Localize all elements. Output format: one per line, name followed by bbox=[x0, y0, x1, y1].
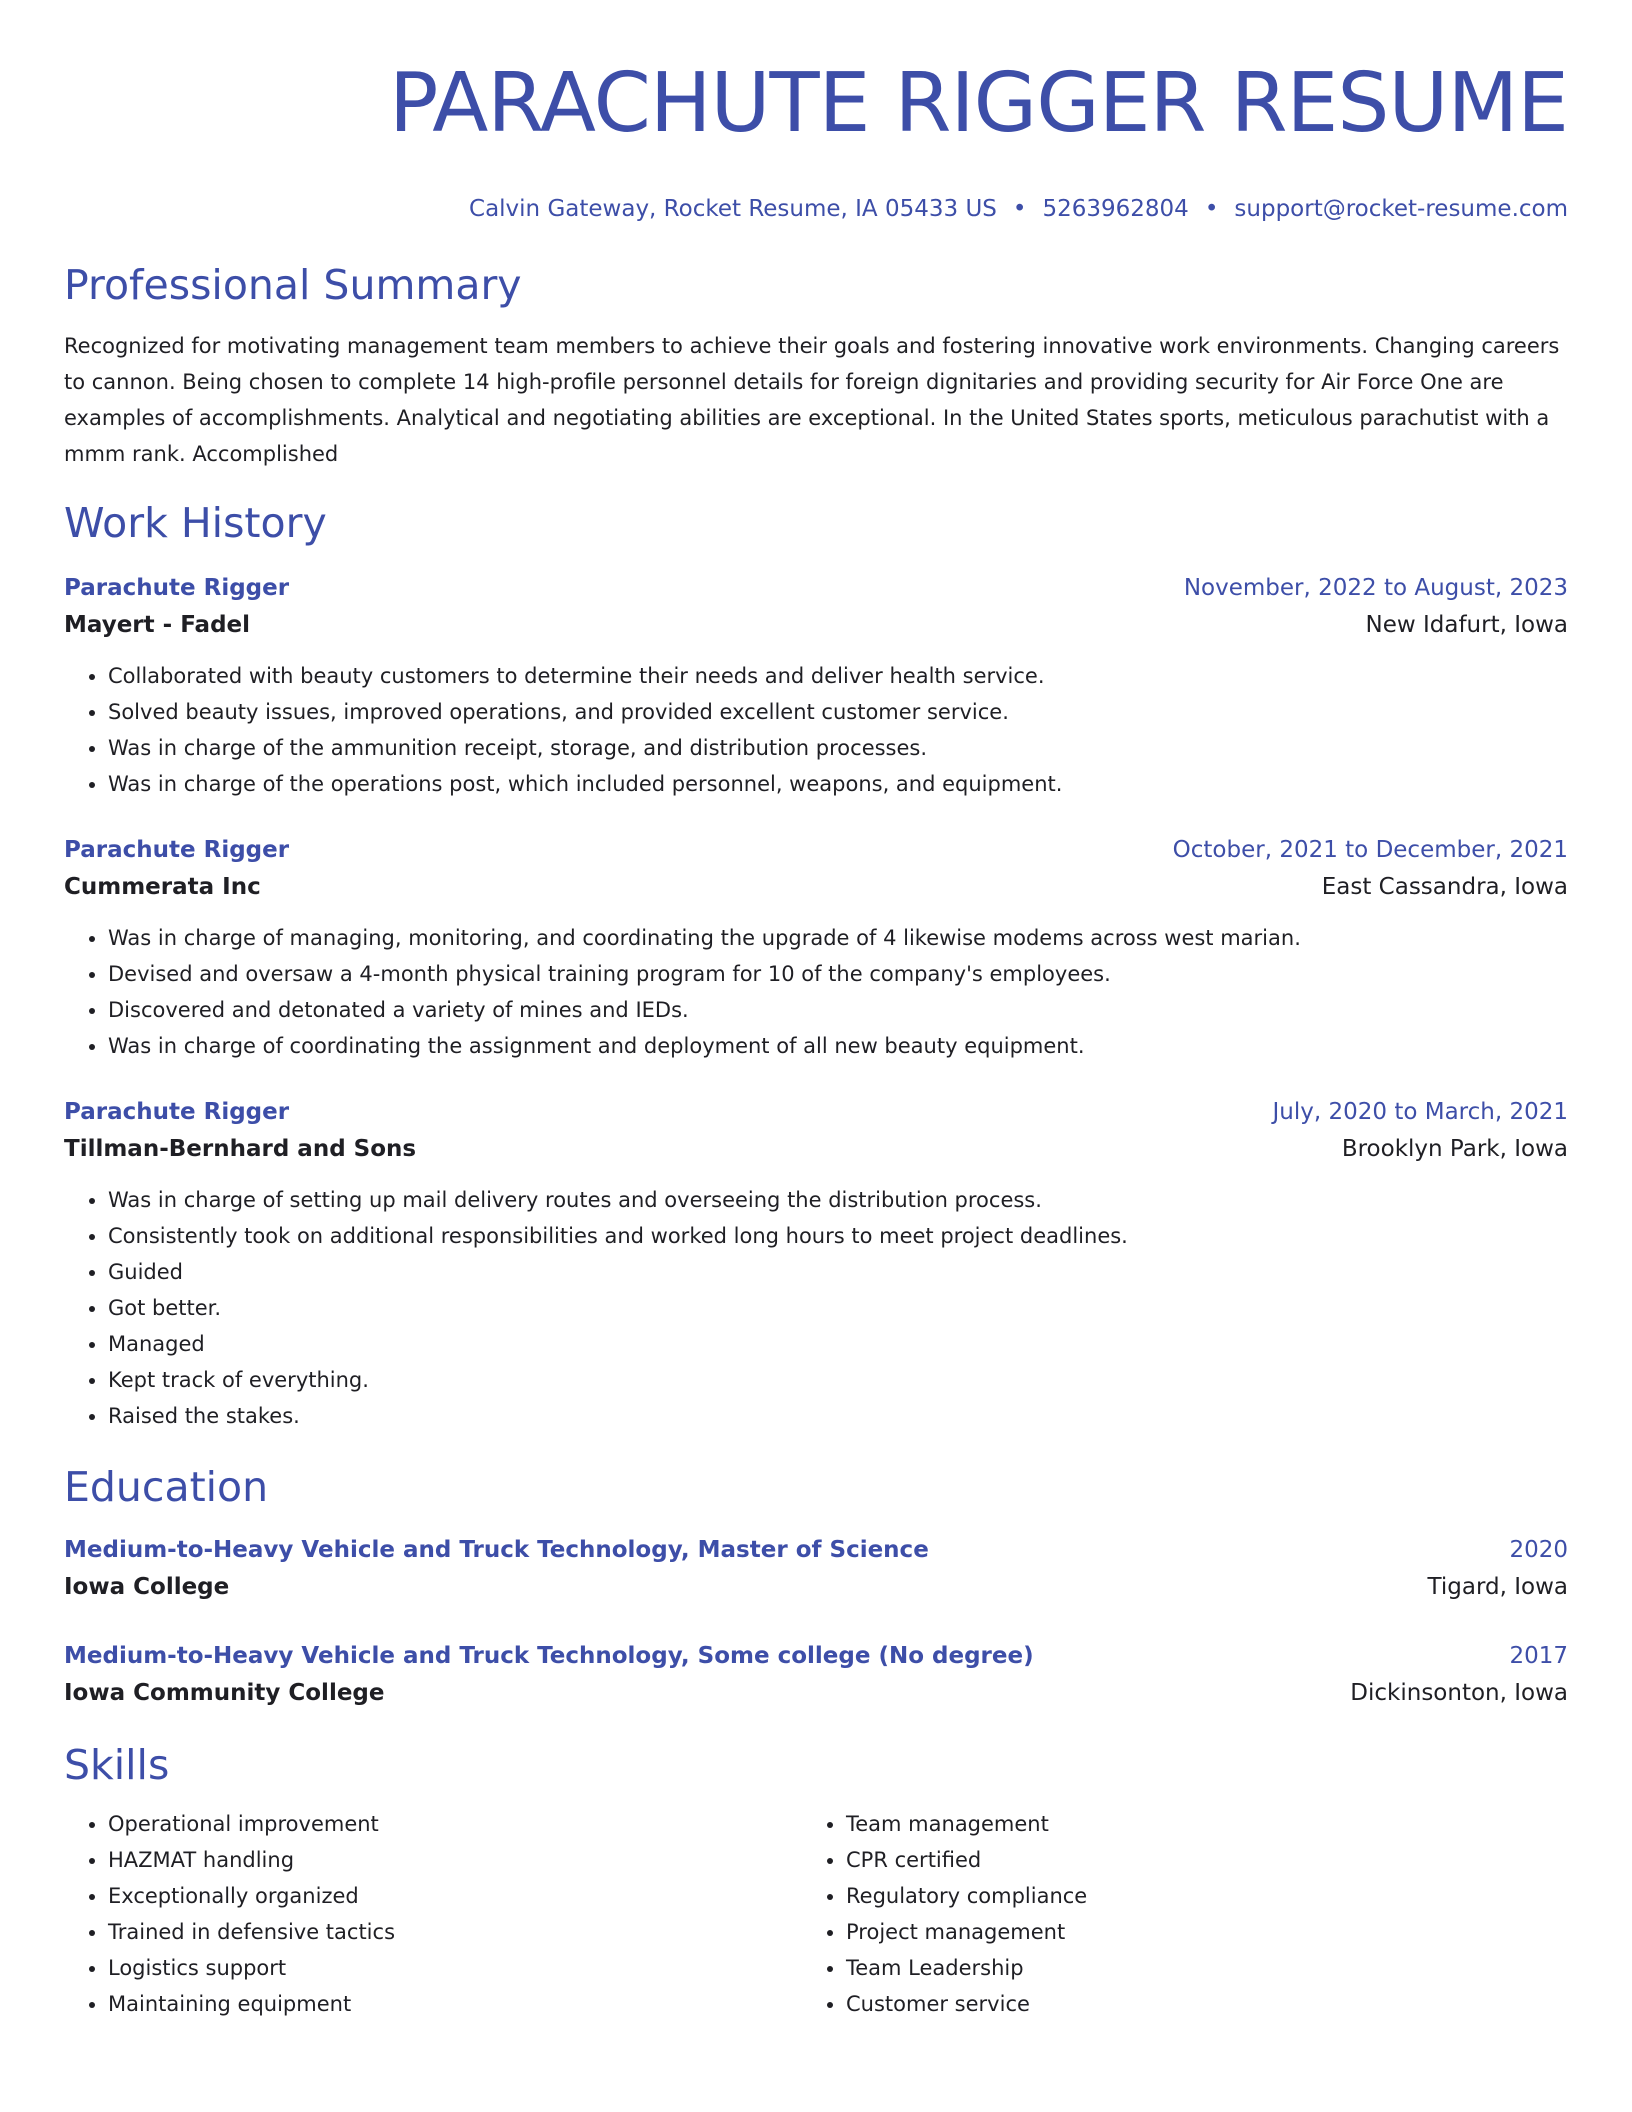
job-company-row bbox=[64, 606, 1568, 644]
resume-title: PARACHUTE RIGGER RESUME bbox=[388, 56, 1568, 151]
education-header-row bbox=[64, 1638, 1568, 1674]
skill-item: • Logistics support bbox=[108, 1950, 802, 1986]
job-header-row bbox=[64, 832, 1568, 868]
job-bullet: • Raised the stakes. bbox=[108, 1398, 1568, 1434]
skill-item: • Regulatory compliance bbox=[846, 1878, 1540, 1914]
education-location: Dickinsonton, Iowa bbox=[1350, 1680, 1568, 1706]
skills-list bbox=[802, 1806, 1540, 2022]
skills-columns bbox=[64, 1806, 1568, 2022]
education-entry bbox=[64, 1532, 1568, 1606]
skill-item: • Team Leadership bbox=[846, 1950, 1540, 1986]
job-header-row bbox=[64, 570, 1568, 606]
job-role: Parachute Rigger bbox=[64, 1099, 290, 1125]
job-role: Parachute Rigger bbox=[64, 837, 290, 863]
job-bullet: • Was in charge of coordinating the assignment and deployment of all new beauty equipment. bbox=[108, 1028, 1568, 1064]
job-bullet: • Devised and oversaw a 4-month physical training program for 10 of the company's employees. bbox=[108, 956, 1568, 992]
education-school-row bbox=[64, 1674, 1568, 1712]
job-location: East Cassandra, Iowa bbox=[1321, 874, 1568, 900]
job-entry bbox=[64, 832, 1568, 1064]
contact-separator: • bbox=[1204, 196, 1219, 222]
section-title-summary: Professional Summary bbox=[64, 261, 522, 309]
job-dates: October, 2021 to December, 2021 bbox=[1172, 837, 1568, 863]
contact-line bbox=[64, 194, 1568, 224]
skill-item: • Project management bbox=[846, 1914, 1540, 1950]
job-bullet: • Collaborated with beauty customers to determine their needs and deliver health service. bbox=[108, 658, 1568, 694]
job-header-row bbox=[64, 1094, 1568, 1130]
job-bullet: • Got better. bbox=[108, 1290, 1568, 1326]
job-bullet: • Discovered and detonated a variety of mines and IEDs. bbox=[108, 992, 1568, 1028]
job-dates: November, 2022 to August, 2023 bbox=[1183, 575, 1568, 601]
job-bullet: • Was in charge of setting up mail delivery routes and overseeing the distribution process. bbox=[108, 1182, 1568, 1218]
skills-column-left bbox=[64, 1806, 802, 2022]
education-location: Tigard, Iowa bbox=[1427, 1574, 1568, 1600]
skill-item: • Maintaining equipment bbox=[108, 1986, 802, 2022]
education-header-row bbox=[64, 1532, 1568, 1568]
contact-email[interactable]: support@rocket-resume.com bbox=[1234, 196, 1568, 222]
skill-item: • HAZMAT handling bbox=[108, 1842, 802, 1878]
job-bullets bbox=[64, 1182, 1568, 1434]
education-school: Iowa Community College bbox=[64, 1680, 385, 1706]
skills-column-right bbox=[802, 1806, 1540, 2022]
job-company: Mayert - Fadel bbox=[64, 612, 251, 638]
job-entry bbox=[64, 1094, 1568, 1434]
education-degree: Medium-to-Heavy Vehicle and Truck Technology, Some college (No degree) bbox=[64, 1643, 1034, 1669]
education-school: Iowa College bbox=[64, 1574, 230, 1600]
education-school-row bbox=[64, 1568, 1568, 1606]
section-title-skills: Skills bbox=[64, 1741, 170, 1789]
job-location: Brooklyn Park, Iowa bbox=[1341, 1136, 1568, 1162]
education-year: 2017 bbox=[1509, 1643, 1568, 1669]
education-year: 2020 bbox=[1509, 1537, 1568, 1563]
job-bullet: • Was in charge of the ammunition receipt, storage, and distribution processes. bbox=[108, 730, 1568, 766]
job-bullet: • Managed bbox=[108, 1326, 1568, 1362]
skills-list bbox=[64, 1806, 802, 2022]
job-bullet: • Guided bbox=[108, 1254, 1568, 1290]
section-title-education: Education bbox=[64, 1463, 269, 1511]
education-entry bbox=[64, 1638, 1568, 1712]
job-bullet: • Consistently took on additional responsibilities and worked long hours to meet project deadlines. bbox=[108, 1218, 1568, 1254]
contact-separator: • bbox=[1012, 196, 1027, 222]
job-bullet: • Kept track of everything. bbox=[108, 1362, 1568, 1398]
job-company: Cummerata Inc bbox=[64, 874, 261, 900]
job-role: Parachute Rigger bbox=[64, 575, 290, 601]
job-dates: July, 2020 to March, 2021 bbox=[1272, 1099, 1568, 1125]
job-bullet: • Was in charge of managing, monitoring, and coordinating the upgrade of 4 likewise modems across west marian. bbox=[108, 920, 1568, 956]
skill-item: • Customer service bbox=[846, 1986, 1540, 2022]
education-degree: Medium-to-Heavy Vehicle and Truck Technology, Master of Science bbox=[64, 1537, 929, 1563]
skill-item: • CPR certified bbox=[846, 1842, 1540, 1878]
contact-address: Calvin Gateway, Rocket Resume, IA 05433 US bbox=[469, 196, 997, 222]
summary-text: Recognized for motivating management team members to achieve their goals and fostering innovative work environments. Changing careers to cannon. Being chosen to complete 14 high-profile personnel details for foreign dignitaries and providing security for Air Force One are examples of accomplishments. Analytical and negotiating abilities are exceptional. In the United States sports, meticulous parachutist with a mmm rank. Accomplished bbox=[64, 334, 1560, 466]
job-company: Tillman-Bernhard and Sons bbox=[64, 1136, 417, 1162]
job-location: New Idafurt, Iowa bbox=[1365, 612, 1568, 638]
skill-item: • Team management bbox=[846, 1806, 1540, 1842]
job-bullets bbox=[64, 920, 1568, 1064]
contact-phone: 5263962804 bbox=[1042, 196, 1189, 222]
skill-item: • Trained in defensive tactics bbox=[108, 1914, 802, 1950]
job-bullet: • Solved beauty issues, improved operations, and provided excellent customer service. bbox=[108, 694, 1568, 730]
job-entry bbox=[64, 570, 1568, 802]
resume-header bbox=[64, 56, 1568, 224]
job-company-row bbox=[64, 1130, 1568, 1168]
job-bullet: • Was in charge of the operations post, which included personnel, weapons, and equipment. bbox=[108, 766, 1568, 802]
job-company-row bbox=[64, 868, 1568, 906]
section-title-work-history: Work History bbox=[64, 499, 327, 547]
skill-item: • Exceptionally organized bbox=[108, 1878, 802, 1914]
job-bullets bbox=[64, 658, 1568, 802]
skill-item: • Operational improvement bbox=[108, 1806, 802, 1842]
